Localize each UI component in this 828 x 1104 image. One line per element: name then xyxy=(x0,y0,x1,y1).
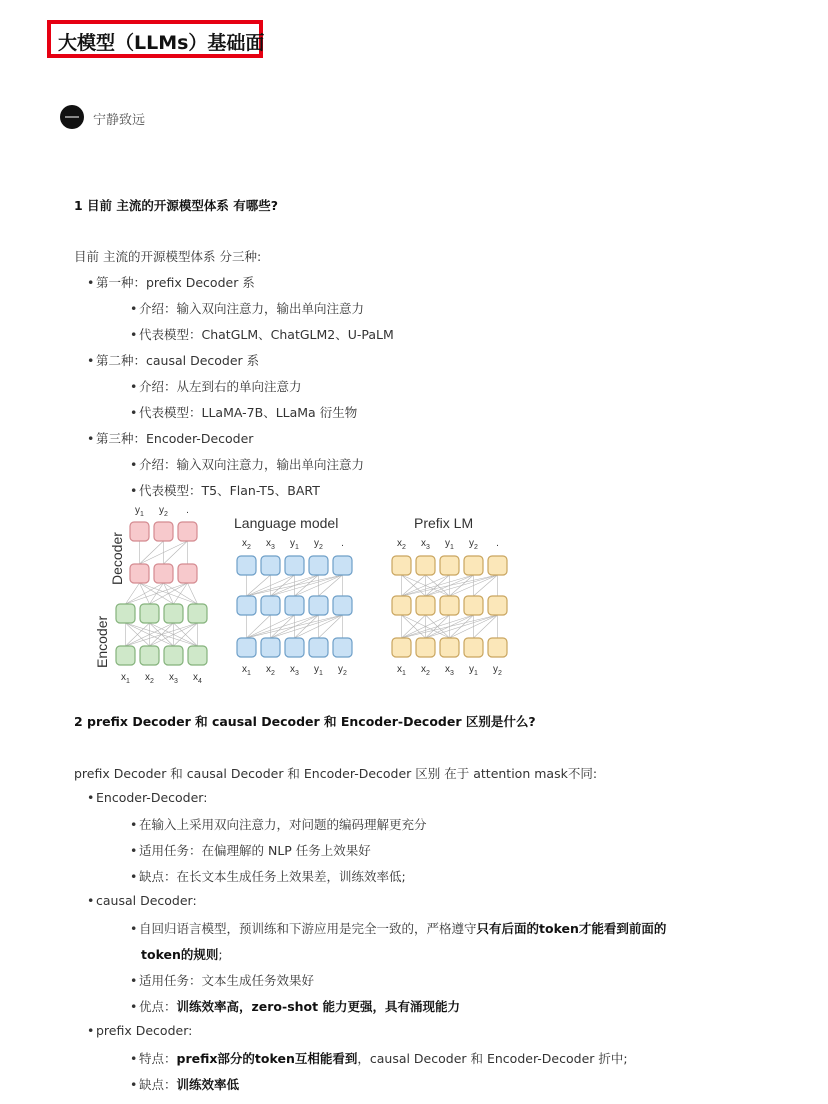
token-label: $y_1$ xyxy=(314,664,323,677)
decoder-label: Decoder xyxy=(109,532,125,585)
list-item: • 第二种：causal Decoder 系 xyxy=(87,353,260,368)
prefix-token xyxy=(440,596,459,615)
list-subitem: • 介绍：输入双向注意力，输出单向注意力 xyxy=(130,301,365,316)
prefix-token xyxy=(392,638,411,657)
lm-token xyxy=(309,556,328,575)
attention-edge xyxy=(426,575,498,596)
token-label: $y_1$ xyxy=(290,538,299,551)
token-label: $x_1$ xyxy=(397,664,406,677)
token-label: $y_1$ xyxy=(445,538,454,551)
list-subitem: • 代表模型：ChatGLM、ChatGLM2、U-PaLM xyxy=(130,327,394,342)
token-label: $x_3$ xyxy=(290,664,299,677)
attention-edge xyxy=(402,615,474,638)
list-subitem: • 介绍：输入双向注意力，输出单向注意力 xyxy=(130,457,365,472)
token-label: $x_3$ xyxy=(421,538,430,551)
decoder-token xyxy=(178,564,197,583)
list-subitem: • 代表模型：T5、Flan-T5、BART xyxy=(130,483,320,498)
page-title: 大模型（LLMs）基础面 xyxy=(58,32,265,54)
token-label: . xyxy=(186,505,189,516)
token-label: $x_2$ xyxy=(266,664,275,677)
prefix-token xyxy=(464,556,483,575)
lm-token xyxy=(237,556,256,575)
list-item: • 第一种：prefix Decoder 系 xyxy=(87,275,255,290)
attention-edge xyxy=(319,615,343,638)
token-label: $y_2$ xyxy=(469,538,478,551)
decoder-token xyxy=(130,564,149,583)
author-name[interactable]: 宁静致远 xyxy=(93,113,146,128)
prefix-token xyxy=(392,556,411,575)
prefix-token xyxy=(488,556,507,575)
author-avatar[interactable] xyxy=(60,105,84,129)
lm-token xyxy=(309,596,328,615)
lm-token xyxy=(309,638,328,657)
list-item: • causal Decoder: xyxy=(87,893,197,908)
token-label: $x_1$ xyxy=(121,672,130,685)
encoder-token xyxy=(188,646,207,665)
list-subitem: • 缺点：训练效率低 xyxy=(130,1077,240,1092)
token-label: $y_1$ xyxy=(135,505,144,518)
token-label: $x_2$ xyxy=(421,664,430,677)
attention-edge xyxy=(247,575,271,596)
token-label: $y_2$ xyxy=(314,538,323,551)
decoder-token xyxy=(154,564,173,583)
attention-edge xyxy=(247,615,271,638)
lm-title: Language model xyxy=(234,515,339,531)
section2-heading: 2 prefix Decoder 和 causal Decoder 和 Encoder-Decoder 区别是什么? xyxy=(74,714,536,729)
token-label: $x_4$ xyxy=(193,672,202,685)
attention-edge xyxy=(247,575,319,596)
list-subitem: • 适用任务：在偏理解的 NLP 任务上效果好 xyxy=(130,843,371,858)
decoder-token xyxy=(178,522,197,541)
section1-heading: 1 目前 主流的开源模型体系 有哪些? xyxy=(74,198,279,213)
token-label: $x_3$ xyxy=(169,672,178,685)
prefix-token xyxy=(464,596,483,615)
encoder-token xyxy=(140,646,159,665)
encoder-label: Encoder xyxy=(94,615,110,668)
lm-token xyxy=(261,638,280,657)
encoder-token xyxy=(116,646,135,665)
attention-edge xyxy=(426,615,498,638)
decoder-token xyxy=(154,522,173,541)
prefix-title: Prefix LM xyxy=(414,515,474,531)
section1-intro: 目前 主流的开源模型体系 分三种: xyxy=(74,249,262,264)
list-subitem: • 适用任务：文本生成任务效果好 xyxy=(130,973,315,988)
attention-edge xyxy=(164,541,188,564)
attention-edge xyxy=(271,615,343,638)
attention-edge xyxy=(474,575,498,596)
attention-edge xyxy=(474,615,498,638)
lm-token xyxy=(333,638,352,657)
lm-token xyxy=(285,596,304,615)
list-subitem: • 缺点：在长文本生成任务上效果差，训练效率低; xyxy=(130,869,406,884)
token-label: $x_3$ xyxy=(266,538,275,551)
token-label: . xyxy=(341,538,344,549)
encoder-token xyxy=(140,604,159,623)
encoder-token xyxy=(164,646,183,665)
attention-edge xyxy=(402,575,474,596)
attention-edge xyxy=(319,575,343,596)
token-label: $y_2$ xyxy=(338,664,347,677)
token-label: $x_1$ xyxy=(242,664,251,677)
list-item: • prefix Decoder: xyxy=(87,1023,193,1038)
list-subitem: • 优点：训练效率高，zero-shot 能力更强，具有涌现能力 xyxy=(130,999,460,1014)
lm-token xyxy=(333,596,352,615)
prefix-token xyxy=(488,638,507,657)
prefix-token xyxy=(488,596,507,615)
encoder-token xyxy=(188,604,207,623)
lm-token xyxy=(237,596,256,615)
encoder-token xyxy=(116,604,135,623)
list-subitem: • 在输入上采用双向注意力，对问题的编码理解更充分 xyxy=(130,817,427,832)
token-label: $x_2$ xyxy=(397,538,406,551)
token-label: $x_2$ xyxy=(145,672,154,685)
attention-edge xyxy=(271,575,343,596)
list-item: • Encoder-Decoder: xyxy=(87,790,208,805)
token-label: $x_3$ xyxy=(445,664,454,677)
section2-intro: prefix Decoder 和 causal Decoder 和 Encoder-Decoder 区别 在于 attention mask不同: xyxy=(74,766,598,781)
prefix-token xyxy=(416,556,435,575)
prefix-token xyxy=(440,638,459,657)
lm-token xyxy=(333,556,352,575)
list-subitem-continuation: token的规则; xyxy=(141,947,223,962)
token-label: $x_2$ xyxy=(242,538,251,551)
lm-token xyxy=(261,556,280,575)
list-subitem: • 特点：prefix部分的token互相能看到，causal Decoder 和 Encoder-Decoder 折中; xyxy=(130,1051,628,1066)
attention-edge xyxy=(140,541,164,564)
prefix-token xyxy=(464,638,483,657)
list-subitem: • 代表模型：LLaMA-7B、LLaMa 衍生物 xyxy=(130,405,358,420)
architecture-diagram xyxy=(90,500,520,690)
token-label: $y_1$ xyxy=(469,664,478,677)
attention-edge xyxy=(247,615,319,638)
token-label: $y_2$ xyxy=(493,664,502,677)
lm-token xyxy=(285,556,304,575)
encoder-token xyxy=(164,604,183,623)
token-label: $y_2$ xyxy=(159,505,168,518)
list-item: • 第三种：Encoder-Decoder xyxy=(87,431,254,446)
prefix-token xyxy=(440,556,459,575)
list-subitem: • 自回归语言模型，预训练和下游应用是完全一致的，严格遵守只有后面的token才能看到前面的 xyxy=(130,921,667,936)
prefix-token xyxy=(416,596,435,615)
list-subitem: • 介绍：从左到右的单向注意力 xyxy=(130,379,302,394)
prefix-token xyxy=(392,596,411,615)
lm-token xyxy=(261,596,280,615)
attention-edge xyxy=(126,583,140,604)
lm-token xyxy=(237,638,256,657)
decoder-token xyxy=(130,522,149,541)
prefix-token xyxy=(416,638,435,657)
lm-token xyxy=(285,638,304,657)
token-label: . xyxy=(496,538,499,549)
